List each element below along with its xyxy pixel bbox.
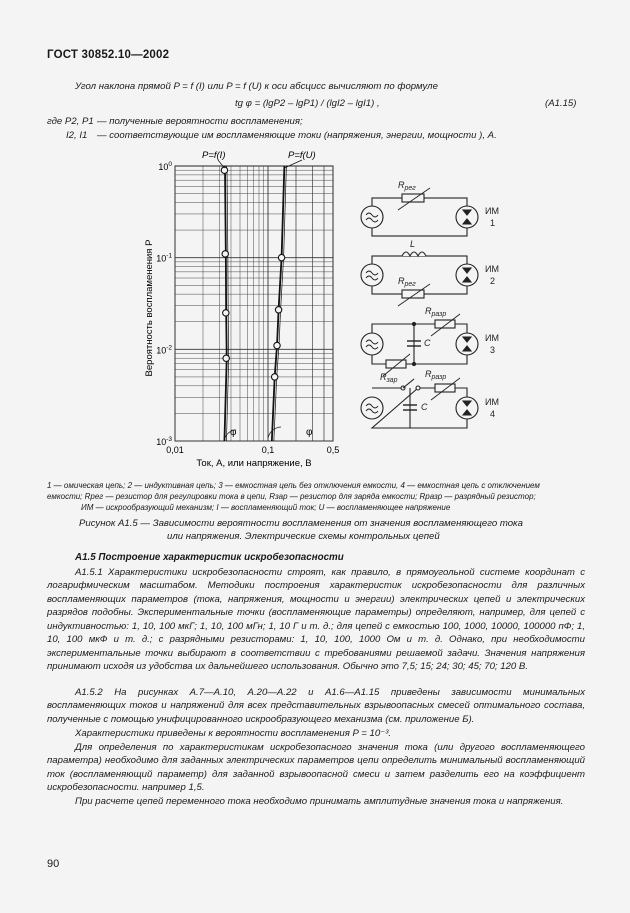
node-3a xyxy=(412,322,415,325)
circuit-3 xyxy=(361,314,478,376)
c2-im-label: ИМ xyxy=(485,264,499,274)
circuit-2-loop xyxy=(372,256,467,294)
series-leader-0 xyxy=(218,160,224,168)
x-tick-label-2: 0,5 xyxy=(326,445,340,455)
x-tick-label-0: 0,01 xyxy=(166,445,184,455)
circuit-4 xyxy=(361,378,478,428)
series-0-point-2 xyxy=(222,251,228,257)
page-number: 90 xyxy=(47,858,60,870)
circuit-2 xyxy=(361,252,478,306)
series-label-current: P=f(I) xyxy=(202,150,226,161)
circuit-4-loop xyxy=(372,388,467,428)
figure-legend-line-3: ИМ — искрообразующий механизм; I — воспламеняющий ток; U — воспламеняющее напряжение xyxy=(81,503,451,512)
circuit-labels xyxy=(380,180,499,419)
ac-source-1-icon xyxy=(361,206,383,228)
plot-frame xyxy=(175,166,333,441)
resistor-4-icon xyxy=(435,384,455,392)
ac-source-3-icon xyxy=(361,333,383,355)
c1-im-label: ИМ xyxy=(485,206,499,216)
formula: tg φ = (lgP2 – lgP1) / (lgI2 – lgI1) , xyxy=(235,98,380,109)
switch-contact-b xyxy=(416,386,420,390)
y-tick-label-0: $10^0$ xyxy=(158,161,172,172)
probability-chart xyxy=(144,150,339,469)
paragraph-ac-circuits: При расчете цепей переменного тока необходимо принимать амплитудные значения тока и напряжения. xyxy=(75,796,564,807)
y-tick-label-2: $10^{-2}$ xyxy=(156,344,172,356)
resistor-2-icon xyxy=(402,290,424,298)
c3-c-label: C xyxy=(424,338,431,348)
circuits xyxy=(361,188,478,428)
c1-r-label: $R_{рег}$ xyxy=(398,180,416,192)
c3-r-label: $R_{разр}$ xyxy=(425,306,447,318)
standard-header: ГОСТ 30852.10—2002 xyxy=(47,49,170,61)
c3-number: 3 xyxy=(490,345,496,355)
figure-caption-line-2: или напряжения. Электрические схемы контрольных цепей xyxy=(167,531,440,542)
charge-resistor-3-icon xyxy=(386,360,406,368)
y-tick-label-1: $10^{-1}$ xyxy=(156,252,172,264)
equation-number: (A1.15) xyxy=(545,98,577,109)
figure-legend-line-1: 1 — омическая цепь; 2 — индуктивная цепь; 3 — емкостная цепь без отключения емкости, 4 — емкостная цепь с отключением xyxy=(47,481,540,490)
where-symbol-i: I2, I1 xyxy=(66,130,88,141)
switch-blade-4-icon xyxy=(403,379,414,388)
node-3b xyxy=(412,362,415,365)
angle-label-1: φ xyxy=(230,427,237,438)
chart-series xyxy=(218,160,302,441)
x-tick-label-1: 0,1 xyxy=(261,445,275,455)
c1-number: 1 xyxy=(490,218,496,228)
resistor-3-icon xyxy=(435,320,455,328)
where-symbol-p: где P2, P1 xyxy=(47,116,94,127)
circuit-1 xyxy=(361,188,478,236)
resistor-1-icon xyxy=(402,194,424,202)
series-leader-1 xyxy=(284,160,302,168)
y-axis-label: Вероятность воспламенения P xyxy=(144,239,155,377)
spark-mechanism-4-icon xyxy=(456,397,478,419)
intro-text: Угол наклона прямой P = f (I) или P = f (U) к оси абсцисс вычисляют по формуле xyxy=(75,81,438,92)
series-0-point-0 xyxy=(223,355,229,361)
figure-legend-line-2: емкости; Rрег — резистор для регулировки тока в цепи, Rзар — резистор для заряда емкости; Rразр — разрядный резистор; xyxy=(47,492,536,501)
chart-grid xyxy=(175,166,333,441)
ac-source-4-icon xyxy=(361,397,383,419)
figure-caption-line-1: Рисунок А1.5 — Зависимости вероятности воспламенения от значения воспламеняющего тока xyxy=(79,518,523,529)
spark-mechanism-2-icon xyxy=(456,264,478,286)
series-1-point-1 xyxy=(274,342,280,348)
series-1-point-2 xyxy=(275,307,281,313)
paragraph-a1-5-1: А1.5.1 Характеристики искробезопасности строят, как правило, в прямоугольной системе координат с логарифмическим масштабом. Методики построения характеристик искробезопасности для различных воспламеняющих параметров (тока, напряжения, мощности и энергии) электрических цепей и электрических разрядов подобны. Экспериментальные точки (воспламеняющие параметры) определяют, например, для цепей с индуктивностью: 1, 10, 100 мкГ; 1, 10, 100 мГн; 1, 10 Г и т. д.; для цепей с емкостью 100, 1000, 10000, 100000 пФ; 1, 10, 100 мкФ и т. д.; с разрядными резисторами: 1, 10, 100, 1000 Ом и т. д. Однако, при необходимости экспериментальные точки выбирают в соответствии с требованиями решаемой задачи. Значения напряжения принимают исходя из удобства их дальнейшего использования. Обычно это 7,5; 15; 24; 30; 45; 70; 120 В. xyxy=(47,567,585,673)
spark-mechanism-3-icon xyxy=(456,333,478,355)
y-tick-label-3: $10^{-3}$ xyxy=(156,436,172,447)
ac-source-2-icon xyxy=(361,264,383,286)
inductor-2-icon xyxy=(402,252,426,256)
c4-c-label: C xyxy=(421,402,428,412)
c2-r-label: $R_{рег}$ xyxy=(398,276,416,288)
series-1-point-3 xyxy=(278,254,284,260)
c3-rz-label: $R_{зар}$ xyxy=(380,372,398,384)
where-text-i: — соответствующие им воспламеняющие токи (напряжения, энергии, мощности ), А. xyxy=(97,130,497,141)
figure-a1-5 xyxy=(140,148,610,478)
series-line-shadow-1 xyxy=(274,166,287,441)
c3-im-label: ИМ xyxy=(485,333,499,343)
c4-number: 4 xyxy=(490,409,496,419)
series-1-point-0 xyxy=(271,374,277,380)
circuit-1-loop xyxy=(372,198,467,236)
series-label-voltage: P=f(U) xyxy=(288,150,316,161)
chart-ticks xyxy=(156,161,339,455)
paragraph-a1-5-2: А1.5.2 На рисунках А.7—А.10, А.20—А.22 и А1.6—А1.15 приведены зависимости минимальных воспламеняющих токов и напряжений для всех представительных взрывоопасных смесей оптимального состава, полученные с помощью унифицированного искрообразующего механизма (см. приложение Б). xyxy=(47,687,585,725)
series-0-point-1 xyxy=(223,310,229,316)
c2-number: 2 xyxy=(490,276,496,286)
c4-r-label: $R_{разр}$ xyxy=(425,369,447,381)
x-axis-label: Ток, А, или напряжение, В xyxy=(196,458,312,469)
section-title: А1.5 Построение характеристик искробезопасности xyxy=(75,552,344,563)
c4-im-label: ИМ xyxy=(485,397,499,407)
circuit-3-loop xyxy=(372,324,467,364)
angle-label-2: φ xyxy=(306,427,313,438)
series-line-1 xyxy=(272,166,285,441)
paragraph-determination: Для определения по характеристикам искробезопасного значения тока (или другого воспламеняющего параметра) необходимо для заданных электрических параметров цепи определить минимальный воспламеняющий ток (воспламеняющий параметр) для заданной взрывоопасной смеси и затем разделить его на коэффициент искробезопасности. например 1,5. xyxy=(47,742,585,794)
paragraph-probability: Характеристики приведены к вероятности воспламенения P = 10⁻³. xyxy=(75,728,392,739)
spark-mechanism-1-icon xyxy=(456,206,478,228)
c2-l-label: L xyxy=(410,239,416,249)
where-text-p: — полученные вероятности воспламенения; xyxy=(97,116,303,127)
series-line-0 xyxy=(224,166,226,441)
